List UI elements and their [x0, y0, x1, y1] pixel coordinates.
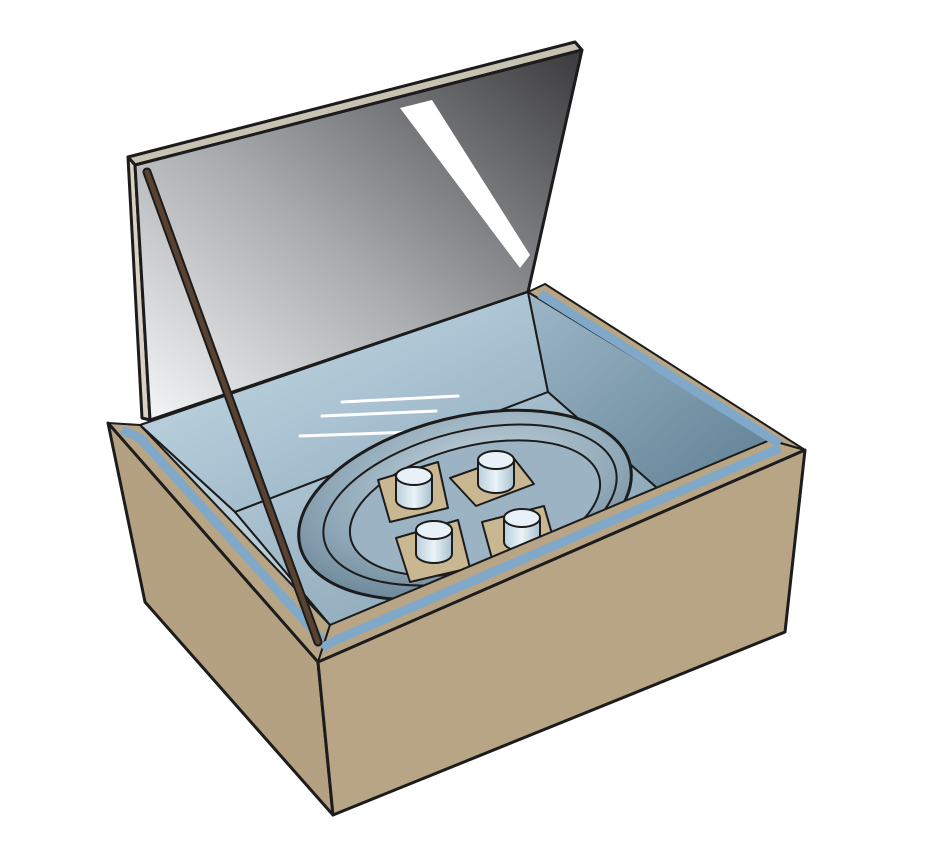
- pot-lid-4: [504, 509, 540, 527]
- pot-lid-3: [416, 521, 452, 539]
- pot-lid-2: [478, 451, 514, 469]
- pot-lid-1: [396, 467, 432, 485]
